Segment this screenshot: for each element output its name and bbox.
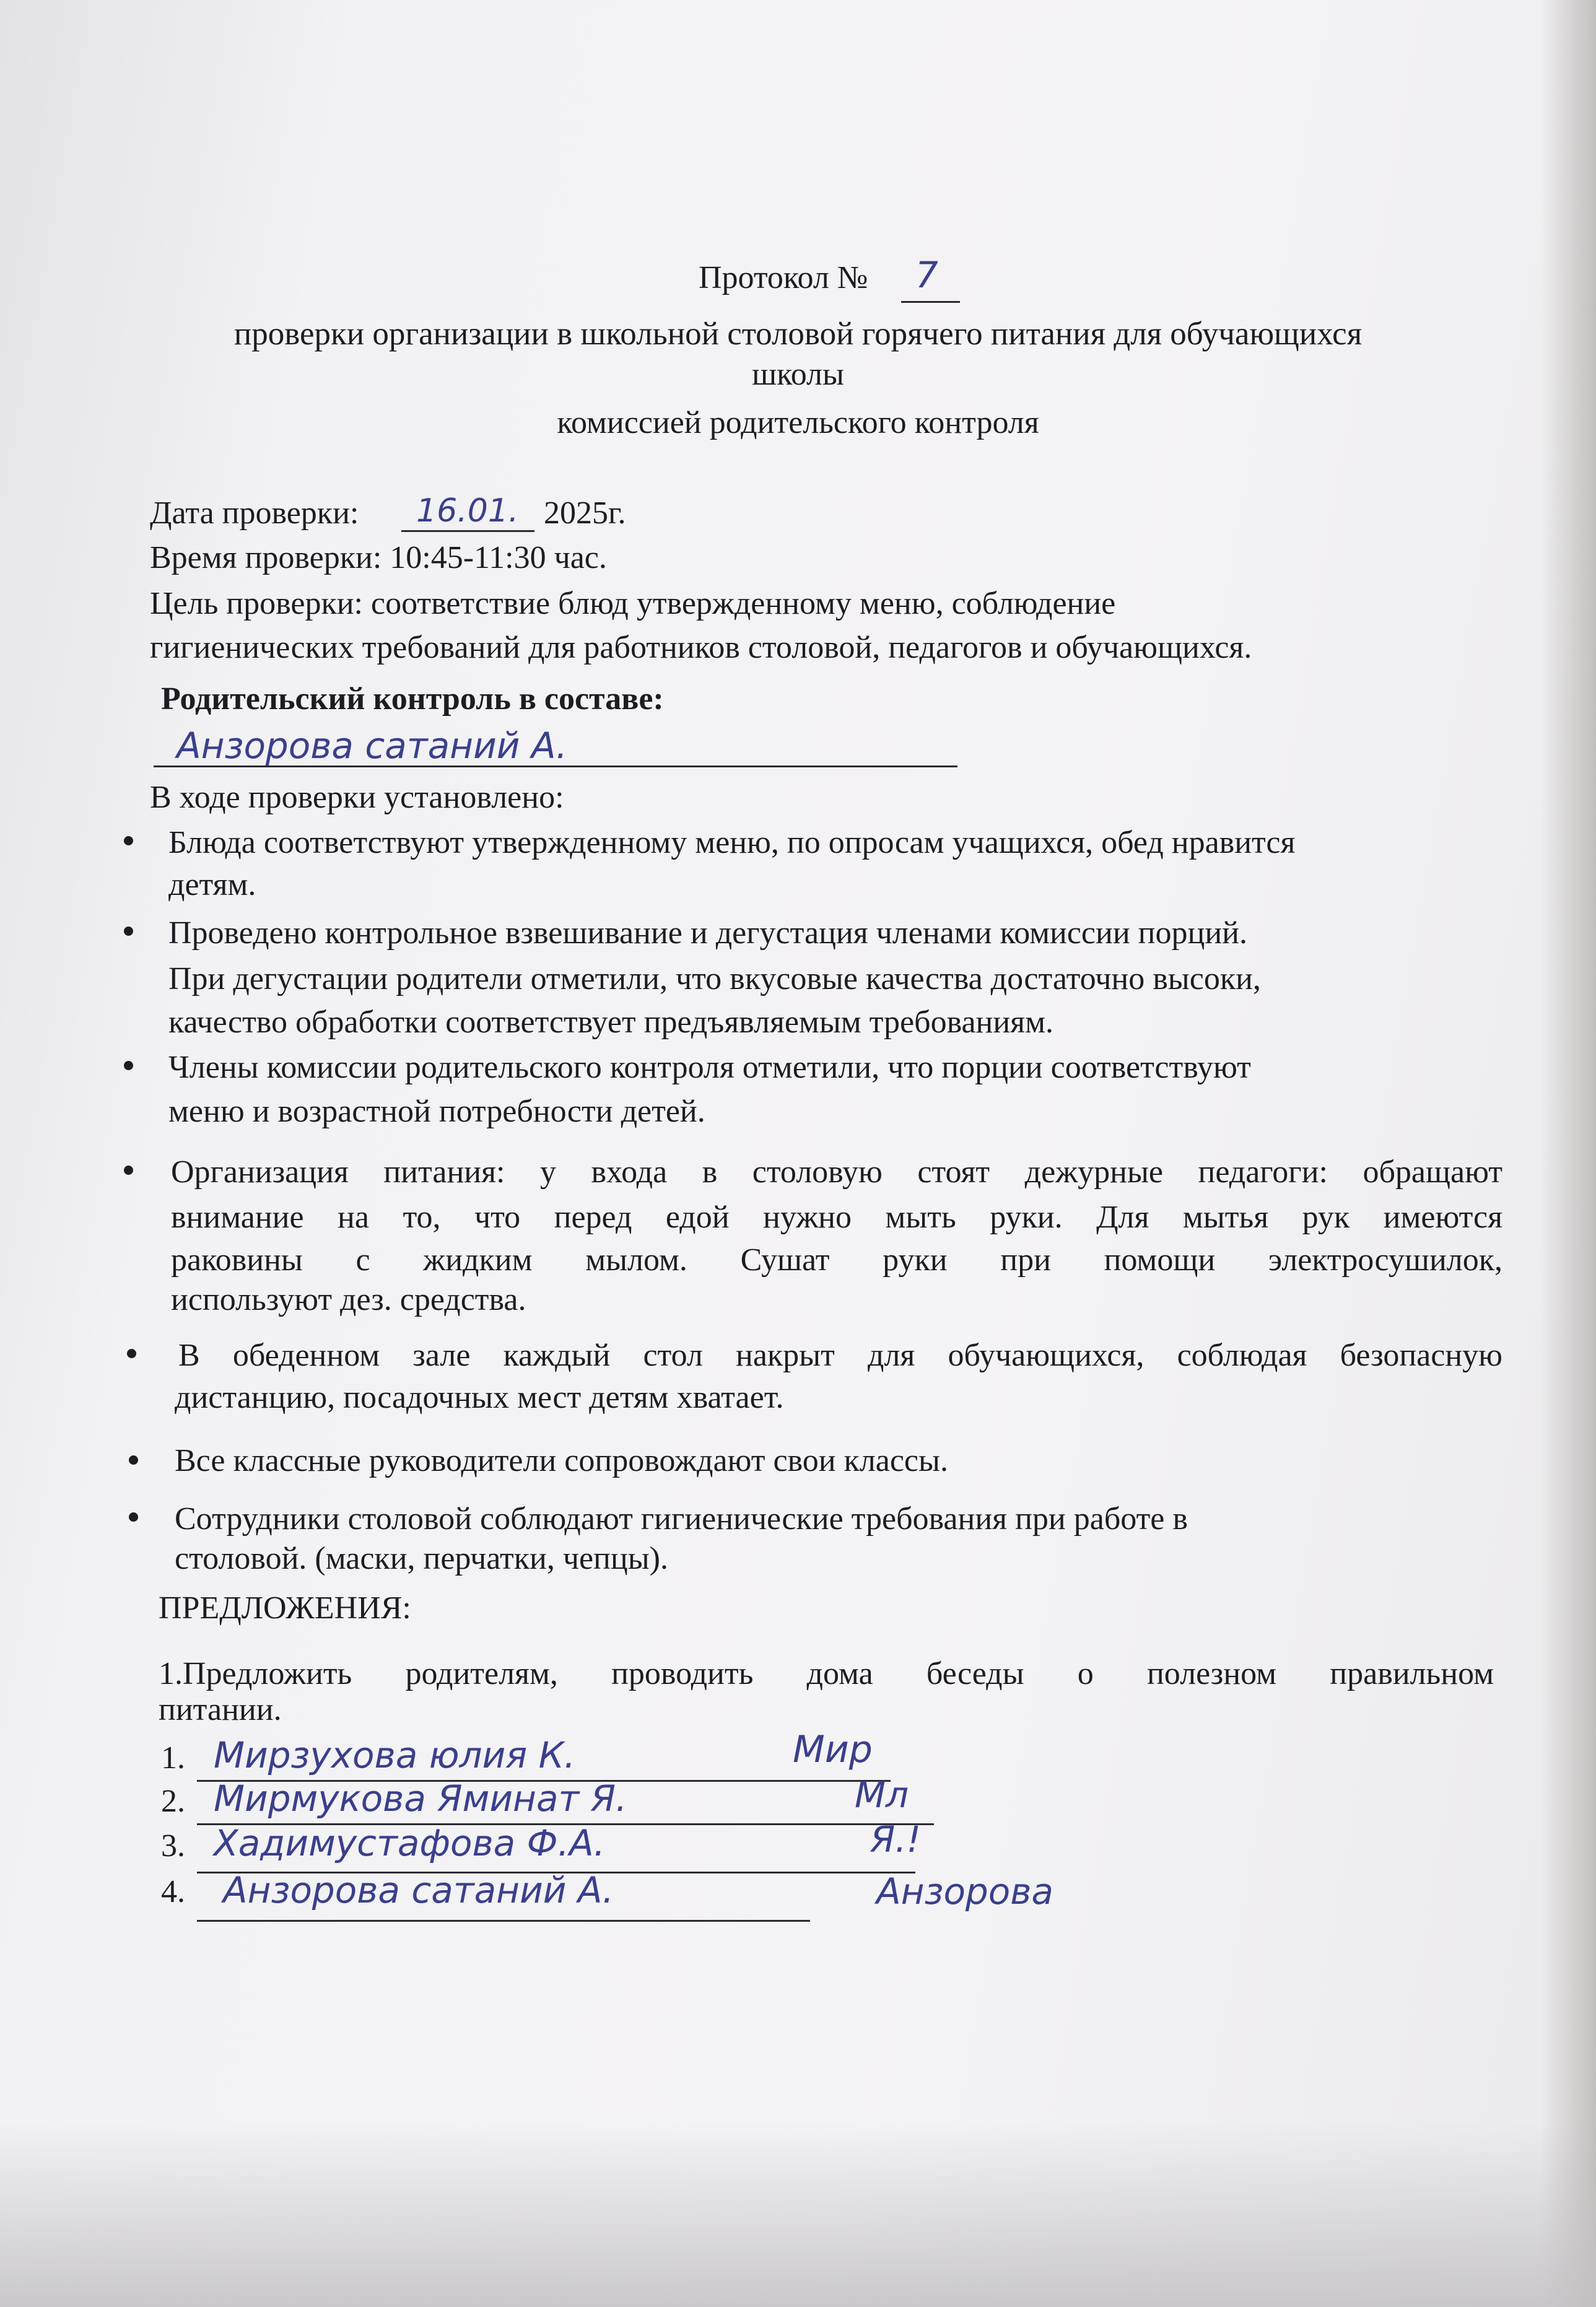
commission-member-handwritten: Анзорова сатаний А. (177, 725, 568, 767)
finding-2-line-2: При дегустации родители отметили, что вкусовые качества достаточно высоки, (168, 961, 1261, 997)
date-value-handwritten: 16.01. (416, 492, 519, 530)
signature-mark-1: Мир (793, 1728, 873, 1771)
finding-7-line-2: столовой. (маски, перчатки, чепцы). (175, 1541, 668, 1576)
proposal-1-line-2: питании. (159, 1692, 282, 1727)
signature-num-1: 1. (161, 1740, 185, 1776)
bullet-dot (129, 1512, 138, 1522)
finding-5-line-2: дистанцию, посадочных мест детям хватает. (175, 1380, 784, 1415)
signature-mark-3: Я.! (870, 1818, 921, 1860)
check-time: Время проверки: 10:45-11:30 час. (150, 540, 607, 575)
date-underline (401, 530, 534, 532)
bullet-dot (124, 927, 133, 936)
finding-4-line-2: внимание на то, что перед едой нужно мыть руки. Для мытья рук имеются (171, 1200, 1502, 1235)
signature-name-3: Хадимустафова Ф.А. (214, 1822, 606, 1864)
signature-name-4: Анзорова сатаний А. (223, 1869, 614, 1911)
finding-2-line-3: качество обработки соответствует предъявляемым требованиям. (168, 1005, 1054, 1040)
signature-name-2: Мирмукова Яминат Я. (214, 1777, 627, 1820)
finding-7-line-1: Сотрудники столовой соблюдают гигиенические требования при работе в (175, 1501, 1188, 1537)
bullet-dot (124, 836, 133, 845)
finding-2-line-1: Проведено контрольное взвешивание и дегустация членами комиссии порций. (168, 915, 1247, 951)
finding-5-line-1: В обеденном зале каждый стол накрыт для обучающихся, соблюдая безопасную (178, 1338, 1502, 1373)
finding-4-line-4: используют дез. средства. (171, 1282, 526, 1317)
signature-num-2: 2. (161, 1784, 185, 1819)
proposal-1-line-1: 1.Предложить родителям, проводить дома беседы о полезном правильном (159, 1656, 1494, 1691)
finding-6-line-1: Все классные руководители сопровождают свои классы. (175, 1443, 948, 1478)
finding-3-line-2: меню и возрастной потребности детей. (168, 1094, 705, 1129)
commission-heading: Родительский контроль в составе: (161, 681, 664, 717)
finding-4-line-1: Организация питания: у входа в столовую стоят дежурные педагоги: обращают (171, 1154, 1502, 1190)
bullet-dot (127, 1349, 136, 1358)
title-number-handwritten: 7 (915, 254, 938, 296)
finding-1-line-1: Блюда соответствуют утвержденному меню, по опросам учащихся, обед нравится (168, 825, 1296, 860)
signature-name-1: Мирзухова юлия К. (214, 1734, 576, 1776)
subtitle-line-3: комиссией родительского контроля (557, 405, 1039, 440)
title-prefix: Протокол № (699, 260, 868, 295)
check-goal-line-1: Цель проверки: соответствие блюд утвержденному меню, соблюдение (150, 586, 1116, 621)
check-goal-line-2: гигиенических требований для работников столовой, педагогов и обучающихся. (150, 630, 1252, 665)
date-year: 2025г. (544, 495, 626, 531)
bullet-dot (124, 1061, 133, 1070)
proposals-heading: ПРЕДЛОЖЕНИЯ: (159, 1590, 411, 1626)
finding-3-line-1: Члены комиссии родительского контроля отметили, что порции соответствуют (168, 1050, 1251, 1085)
signature-num-3: 3. (161, 1828, 185, 1864)
title-number-underline (901, 301, 960, 303)
findings-intro: В ходе проверки установлено: (150, 780, 564, 815)
protocol-title (699, 259, 868, 297)
signature-line-4 (197, 1920, 810, 1922)
subtitle-line-2: школы (752, 357, 844, 392)
signature-mark-4: Анзорова (876, 1870, 1053, 1912)
bullet-dot (129, 1455, 138, 1465)
finding-4-line-3: раковины с жидким мылом. Сушат руки при помощи электросушилок, (171, 1242, 1502, 1278)
subtitle-line-1: проверки организации в школьной столовой горячего питания для обучающихся (233, 316, 1363, 352)
signature-mark-2: Мл (855, 1774, 909, 1816)
finding-1-line-2: детям. (168, 867, 256, 902)
signature-num-4: 4. (161, 1874, 185, 1909)
bullet-dot (124, 1166, 133, 1175)
date-label: Дата проверки: (150, 495, 359, 531)
